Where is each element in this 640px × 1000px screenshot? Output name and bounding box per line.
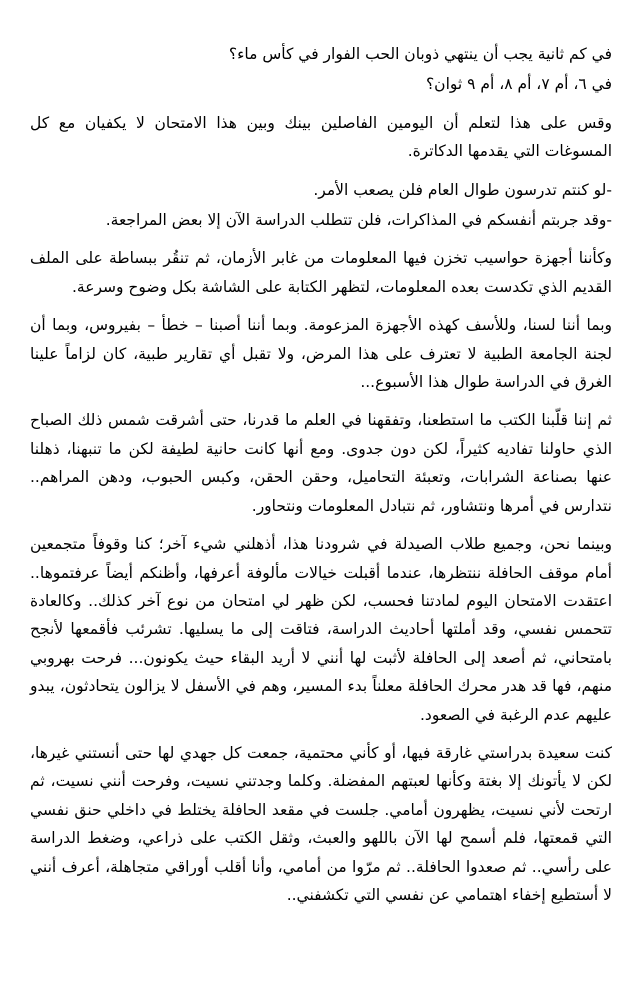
paragraph-8: ثم إننا قلّبنا الكتب ما استطعنا، وتفقهنا في العلم ما قدرنا، حتى أشرقت شمس ذلك الصباح الذي حاولنا تفاديه كثيراً، لكن دون جدوى. ومع أنها كانت حانية لطيفة لكن ما تنبهنا، ذهلنا عنها بصناعة الشرابات، وتعبئة التحاميل، وحقن الحقن، وكبس الحبوب، ودهن المراهم.. نتدارس في أمرها ونتشاور، ثم نتبادل المعلومات ونتحاور.	[30, 411, 612, 515]
paragraph-4: -لو كنتم تدرسون طوال العام فلن يصعب الأمر.	[313, 180, 612, 199]
paragraph-7: وبما أننا لسنا، وللأسف كهذه الأجهزة المزعومة. وبما أننا أصبنا – خطأ – بفيروس، وبما أن لجنة الجامعة الطبية لا تعترف على هذا المرض، ولا تقبل أي تقارير طبية، كان لزاماً علينا الغرق في الدراسة طوال هذا الأسبوع...	[30, 316, 612, 392]
paragraph-9: وبينما نحن، وجميع طلاب الصيدلة في شرودنا هذا، أذهلني شيء آخر؛ كنا وقوفاً متجمعين أمام موقف الحافلة ننتظرها، عندما أقبلت خيالات مألوفة أعرفها، وأظنكم أيضاً عرفتموها.. اعتقدت الامتحان اليوم لمادتنا فحسب، لكن ظهر لي امتحان من نوع آخر كذلك.. وكالعادة تتحمس نفسي، وقد أملتها أحاديث الدراسة، فتاقت إلى ما يسليها. تشرئب فأقمعها لأنجح بامتحاني، ثم أصعد إلى الحافلة لأثبت لها أنني لا أريد البقاء حيث يكونون... فرحت بهروبي منهم، فها قد هدر محرك الحافلة معلناً بدء المسير، وهم في الأسفل لا يزالون يتحادثون، يبدو عليهم عدم الرغبة في الصعود.	[30, 535, 612, 724]
paragraph-2: في ٦، أم ٧، أم ٨، أم ٩ ثوان؟	[425, 75, 612, 94]
paragraph-6: وكأننا أجهزة حواسيب تخزن فيها المعلومات من غابر الأزمان، ثم تنقُر ببساطة على الملف القديم الذي تكدست بعده المعلومات، لتظهر الكتابة على الشاشة بكل وضوح وسرعة.	[30, 249, 612, 296]
paragraph-1: في كم ثانية يجب أن ينتهي ذوبان الحب الفوار في كأس ماء؟	[228, 45, 612, 63]
document-page	[30, 40, 612, 919]
paragraph-5: -وقد جربتم أنفسكم في المذاكرات، فلن تتطلب الدراسة الآن إلا بعض المراجعة.	[105, 211, 612, 230]
paragraph-10: كنت سعيدة بدراستي غارقة فيها، أو كأني محتمية، جمعت كل جهدي لها حتى أنستني غيرها، لكن لا يأتونك إلا بغتة وكأنها لعبتهم المفضلة. وكلما وجدتني نسيت، وفرحت أنني نسيت، ثم ارتحت لأني نسيت، يظهرون أمامي. جلست في مقعد الحافلة يختلط في داخلي حنق نفسي التي قمعتها، فلم أسمح لها الآن باللهو والعبث، وثقل الكتب على ذراعي، وضغط الدراسة على رأسي.. ثم صعدوا الحافلة.. ثم مرّوا من أمامي، وأنا أقلب أوراقي متجاهلة، أعرف أنني لا أستطيع إخفاء اهتمامي عن نفسي التي تكشفني..	[30, 743, 612, 904]
paragraph-3: وقس على هذا لتعلم أن اليومين الفاصلين بينك وبين هذا الامتحان لا يكفيان مع كل المسوغات التي يقدمها الدكاترة.	[30, 113, 612, 161]
